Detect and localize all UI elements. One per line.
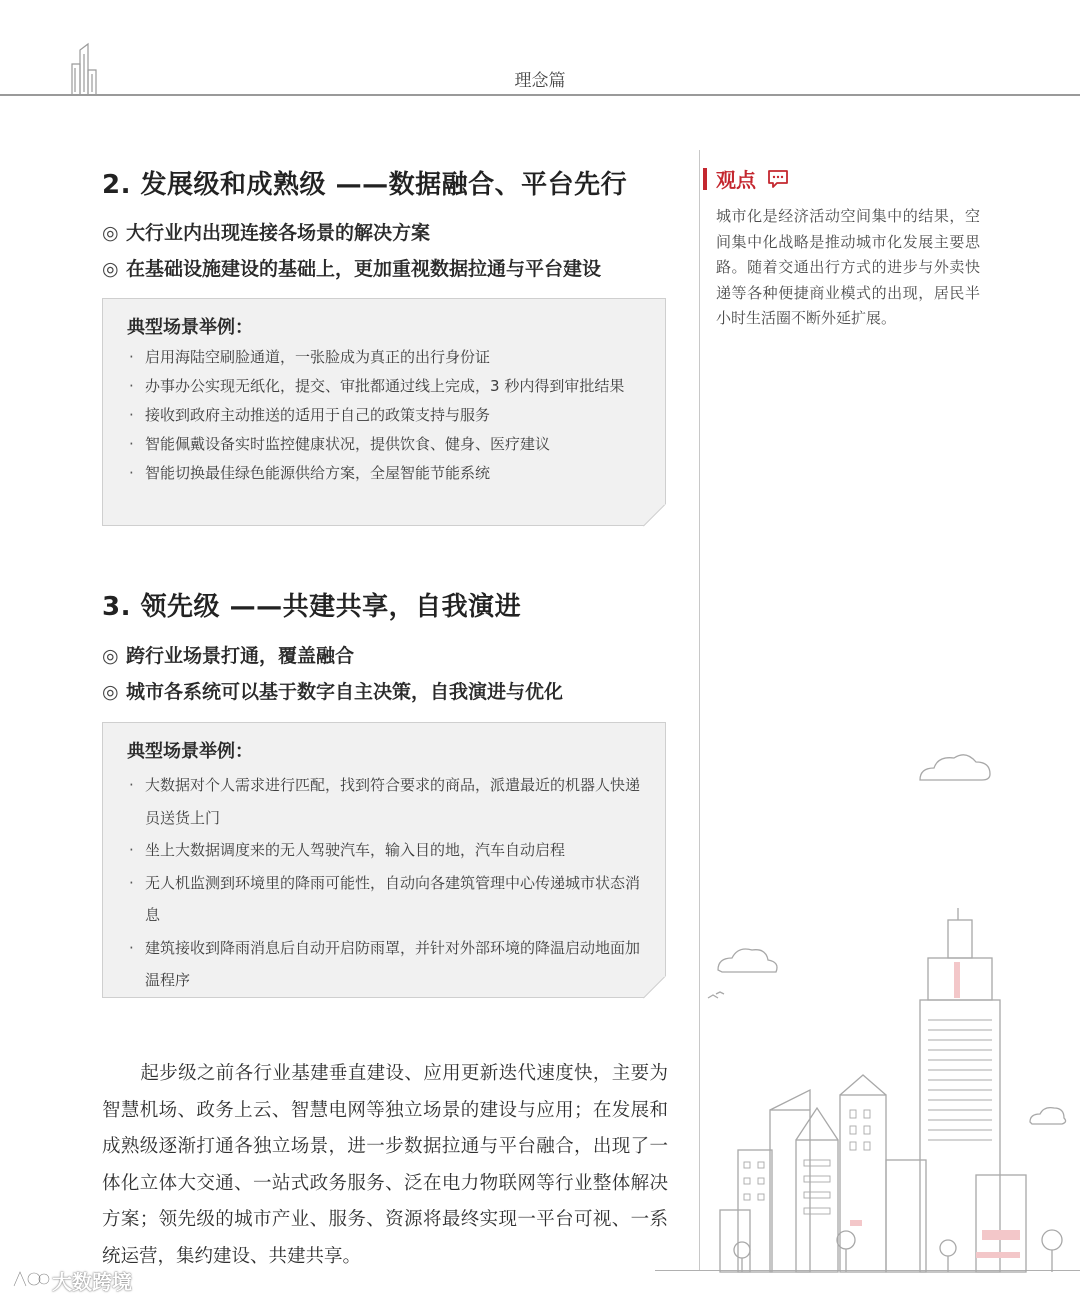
example-box-title: 典型场景举例：	[127, 317, 253, 338]
viewpoint-text: 城市化是经济活动空间集中的结果，空间集中化战略是推动城市化发展主要思路。随着交通出行方式的进步与外卖快递等各种便捷商业模式的出现，居民半小时生活圈不断外延扩展。	[716, 207, 980, 327]
header-divider	[0, 94, 1080, 96]
example-box-2	[102, 298, 666, 526]
circle-bullet-icon: ◎	[102, 681, 119, 703]
example-item: · 启用海陆空刷脸通道，一张脸成为真正的出行身份证	[127, 343, 641, 372]
example-item: · 智能切换最佳绿色能源供给方案，全屋智能节能系统	[127, 459, 641, 488]
section-3-bullet: ◎ 跨行业场景打通，覆盖融合	[102, 645, 355, 667]
city-skyline-illustration	[700, 730, 1080, 1275]
example-item: · 智能佩戴设备实时监控健康状况，提供饮食、健身、医疗建议	[127, 430, 641, 459]
example-item: · 办事办公实现无纸化，提交、审批都通过线上完成，3 秒内得到审批结果	[127, 372, 641, 401]
example-item: · 坐上大数据调度来的无人驾驶汽车，输入目的地，汽车自动启程	[127, 834, 641, 867]
section-2-bullet: ◎ 大行业内出现连接各场景的解决方案	[102, 222, 431, 244]
circle-bullet-icon: ◎	[102, 645, 119, 667]
section-3-bullet: ◎ 城市各系统可以基于数字自主决策，自我演进与优化	[102, 681, 564, 703]
body-paragraph: 起步级之前各行业基建垂直建设、应用更新迭代速度快，主要为智慧机场、政务上云、智慧电网等独立场景的建设与应用；在发展和成熟级逐渐打通各独立场景，进一步数据拉通与平台融合，出现了一体化立体大交通、一站式政务服务、泛在电力物联网等行业整体解决方案；领先级的城市产业、服务、资源将最终实现一平台可视、一系统运营，集约建设、共建共享。	[102, 1063, 668, 1267]
watermark-logo-icon	[10, 1268, 50, 1290]
example-box-title: 典型场景举例：	[127, 741, 253, 762]
example-item: · 建筑接收到降雨消息后自动开启防雨罩，并针对外部环境的降温启动地面加温程序	[127, 932, 641, 997]
watermark-text: 大数跨境	[52, 1270, 132, 1294]
building-logo-icon	[66, 42, 106, 96]
circle-bullet-icon: ◎	[102, 222, 119, 244]
circle-bullet-icon: ◎	[102, 258, 119, 280]
section-2-title: 2. 发展级和成熟级 ——数据融合、平台先行	[102, 170, 628, 200]
example-box-3	[102, 722, 666, 998]
viewpoint-title: 观点	[716, 168, 756, 192]
viewpoint-accent-bar	[703, 168, 707, 190]
section-2-bullet: ◎ 在基础设施建设的基础上，更加重视数据拉通与平台建设	[102, 258, 602, 280]
example-list	[127, 769, 641, 997]
section-name: 理念篇	[514, 71, 566, 91]
example-list	[127, 343, 641, 488]
example-item: · 接收到政府主动推送的适用于自己的政策支持与服务	[127, 401, 641, 430]
speech-bubble-icon	[767, 168, 789, 190]
example-item: · 无人机监测到环境里的降雨可能性，自动向各建筑管理中心传递城市状态消息	[127, 867, 641, 932]
example-item: · 大数据对个人需求进行匹配，找到符合要求的商品，派遣最近的机器人快递员送货上门	[127, 769, 641, 834]
section-3-title: 3. 领先级 ——共建共享，自我演进	[102, 592, 522, 622]
